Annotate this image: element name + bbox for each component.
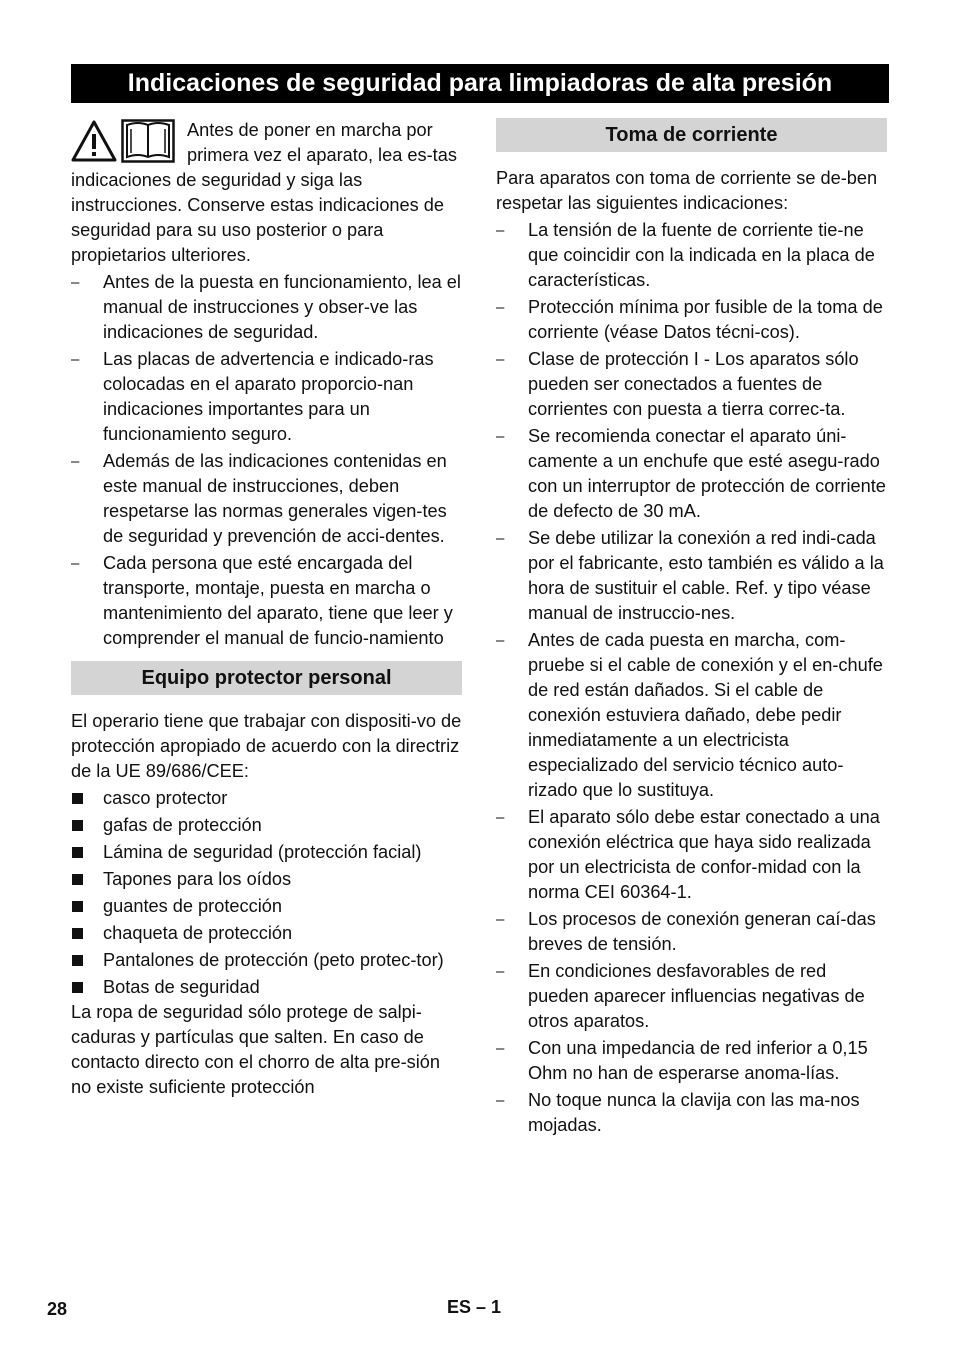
power-intro: Para aparatos con toma de corriente se de-ben respetar las siguientes indicaciones: [496,168,878,213]
list-item: – Se recomienda conectar el aparato úni-camente a un enchufe que esté asegu-rado con un interruptor de protección de corriente de defecto de 30 mA. [496,424,887,524]
list-item: – Cada persona que esté encargada del transporte, montaje, puesta en marcha o mantenimiento del aparato, tiene que leer y comprender el manual de funcio-namiento [71,551,462,651]
warning-icons [71,119,177,163]
list-item: – El aparato sólo debe estar conectado a una conexión eléctrica que haya sido realizada por un electricista de confor-midad con la norma CEI 60364-1. [496,805,887,905]
right-column [496,118,887,1138]
ppe-heading: Equipo protector personal [71,661,462,695]
list-item: guantes de protección [71,894,462,919]
page-title: Indicaciones de seguridad para limpiadoras de alta presión [71,64,889,103]
list-item: Lámina de seguridad (protección facial) [71,840,462,865]
list-item: – Protección mínima por fusible de la toma de corriente (véase Datos técni-cos). [496,295,887,345]
intro-text: Antes de poner en marcha por primera vez el aparato, lea es-tas indicaciones de seguridad y siga las instrucciones. Conserve estas indicaciones de seguridad para su uso posterior o para propietarios ulteriores. [71,120,457,265]
list-item: – Las placas de advertencia e indicado-ras colocadas en el aparato proporcio-nan indicaciones importantes para un funcionamiento seguro. [71,347,462,447]
list-item: – Además de las indicaciones contenidas en este manual de instrucciones, deben respetarse las normas generales vigen-tes de seguridad y prevención de acci-dentes. [71,449,462,549]
list-item: Tapones para los oídos [71,867,462,892]
intro-block [71,118,462,268]
left-column [71,118,462,1100]
power-heading: Toma de corriente [496,118,887,152]
page-number: 28 [47,1299,68,1319]
list-item: gafas de protección [71,813,462,838]
list-item: – En condiciones desfavorables de red pueden aparecer influencias negativas de otros aparatos. [496,959,887,1034]
list-item: – Clase de protección I - Los aparatos sólo pueden ser conectados a fuentes de corrientes con puesta a tierra correc-ta. [496,347,887,422]
section-number: – 1 [476,1297,502,1317]
list-item: casco protector [71,786,462,811]
ppe-intro: El operario tiene que trabajar con dispositi-vo de protección apropiado de acuerdo con la directriz de la UE 89/686/CEE: [71,711,462,781]
language-code: ES [447,1297,472,1317]
list-item: – Se debe utilizar la conexión a red indi-cada por el fabricante, esto también es válido a la hora de sustituir el cable. Ref. y tipo véase manual de instruccio-nes. [496,526,887,626]
power-list [496,218,887,1138]
ppe-outro: La ropa de seguridad sólo protege de salpi-caduras y partículas que salten. En caso de contacto directo con el chorro de alta pre-sión no existe suficiente protección [71,1002,441,1097]
list-item: Pantalones de protección (peto protec-tor) [71,948,462,973]
list-item: – Antes de cada puesta en marcha, com-pruebe si el cable de conexión y el en-chufe de red están dañados. Si el cable de conexión estuviera dañado, debe pedir inmediatamente a un electricista especializado del servicio técnico auto-rizado que lo sustituya. [496,628,887,803]
ppe-list [71,786,462,1000]
warning-triangle-icon [71,119,117,163]
list-item: – Los procesos de conexión generan caí-das breves de tensión. [496,907,887,957]
manual-book-icon [121,119,175,163]
list-item: – No toque nunca la clavija con las ma-nos mojadas. [496,1088,887,1138]
safety-list [71,270,462,651]
list-item: Botas de seguridad [71,975,462,1000]
footer-section [447,1297,501,1318]
list-item: – La tensión de la fuente de corriente tie-ne que coincidir con la indicada en la placa de características. [496,218,887,293]
list-item: chaqueta de protección [71,921,462,946]
list-item: – Antes de la puesta en funcionamiento, lea el manual de instrucciones y obser-ve las indicaciones de seguridad. [71,270,462,345]
list-item: – Con una impedancia de red inferior a 0,15 Ohm no han de esperarse anoma-lías. [496,1036,887,1086]
